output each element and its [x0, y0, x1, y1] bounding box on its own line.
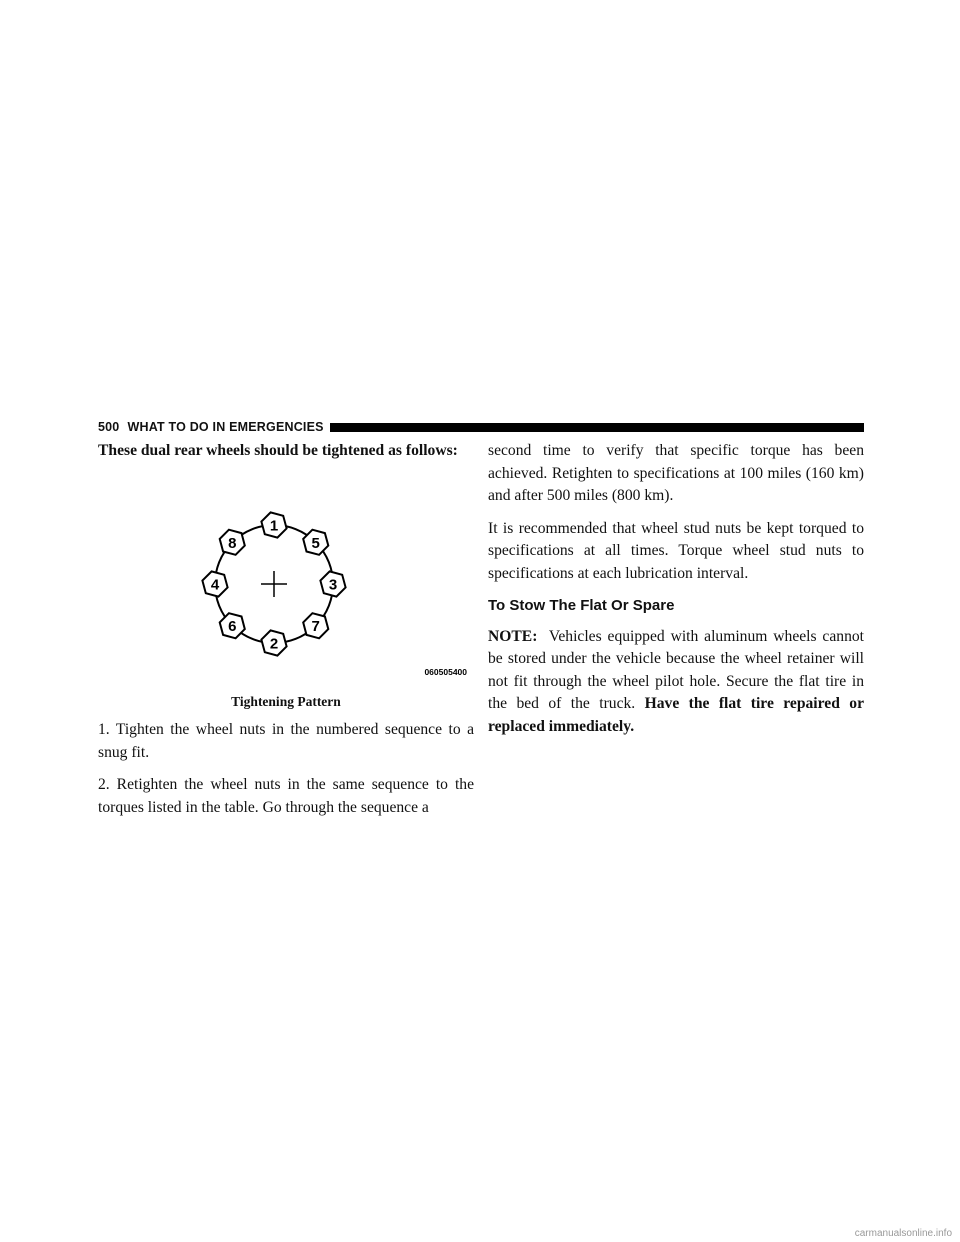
note-text: Vehicles equipped with aluminum wheels cannot be stored under the vehicle because the wheel retainer will not fit through the wheel pilot hole. Secure the flat tire in the bed of the truck.	[488, 627, 864, 712]
left-column	[98, 440, 474, 829]
tightening-pattern-diagram	[98, 469, 474, 689]
right-column	[488, 440, 864, 748]
figure-code: 060505400	[424, 666, 467, 677]
lug-nut-label: 4	[210, 576, 220, 593]
page-header	[98, 418, 864, 436]
section-heading: To Stow The Flat Or Spare	[488, 597, 675, 614]
lug-nut-4	[202, 571, 227, 596]
tightening-pattern-figure	[98, 469, 474, 689]
lug-nut-1	[261, 512, 286, 537]
lug-nut-label: 3	[328, 576, 338, 593]
figure-caption: Tightening Pattern	[231, 693, 341, 709]
lug-nut-7	[303, 613, 328, 638]
lug-nut-2	[261, 630, 286, 655]
step-1-text: 1. Tighten the wheel nuts in the numbered sequence to a snug fit.	[98, 721, 474, 761]
lug-nut-3	[320, 571, 345, 596]
footer-watermark	[0, 1228, 960, 1239]
recommendation-paragraph: It is recommended that wheel stud nuts be kept torqued to specifications at all times. Torque wheel stud nuts to specifications at each lubrication interval.	[488, 519, 864, 582]
verify-paragraph: second time to verify that specific torque has been achieved. Retighten to specifications at 100 miles (160 km) and after 500 miles (800 km).	[488, 442, 864, 504]
page-number: 500	[98, 420, 120, 434]
step-2-text: 2. Retighten the wheel nuts in the same sequence to the torques listed in the table. Go through the sequence a	[98, 776, 474, 816]
intro-text: These dual rear wheels should be tightened as follows:	[98, 442, 458, 459]
section-title: WHAT TO DO IN EMERGENCIES	[127, 420, 324, 434]
lug-nut-label: 5	[311, 534, 320, 552]
lug-nut-5	[303, 529, 328, 554]
note-emphasis: Have the flat tire repaired or replaced immediately.	[488, 695, 865, 735]
note-paragraph	[488, 626, 864, 739]
lug-nut-label: 1	[269, 517, 279, 534]
watermark-text: carmanualsonline.info	[854, 1228, 952, 1239]
lug-nut-6	[220, 613, 245, 638]
lug-nut-label: 8	[228, 534, 237, 552]
lug-nut-label: 6	[228, 617, 237, 635]
lug-nut-8	[220, 529, 245, 554]
lug-nut-label: 7	[311, 617, 320, 635]
header-rule	[330, 423, 864, 432]
note-label: NOTE:	[488, 627, 538, 645]
lug-nut-label: 2	[269, 635, 279, 652]
